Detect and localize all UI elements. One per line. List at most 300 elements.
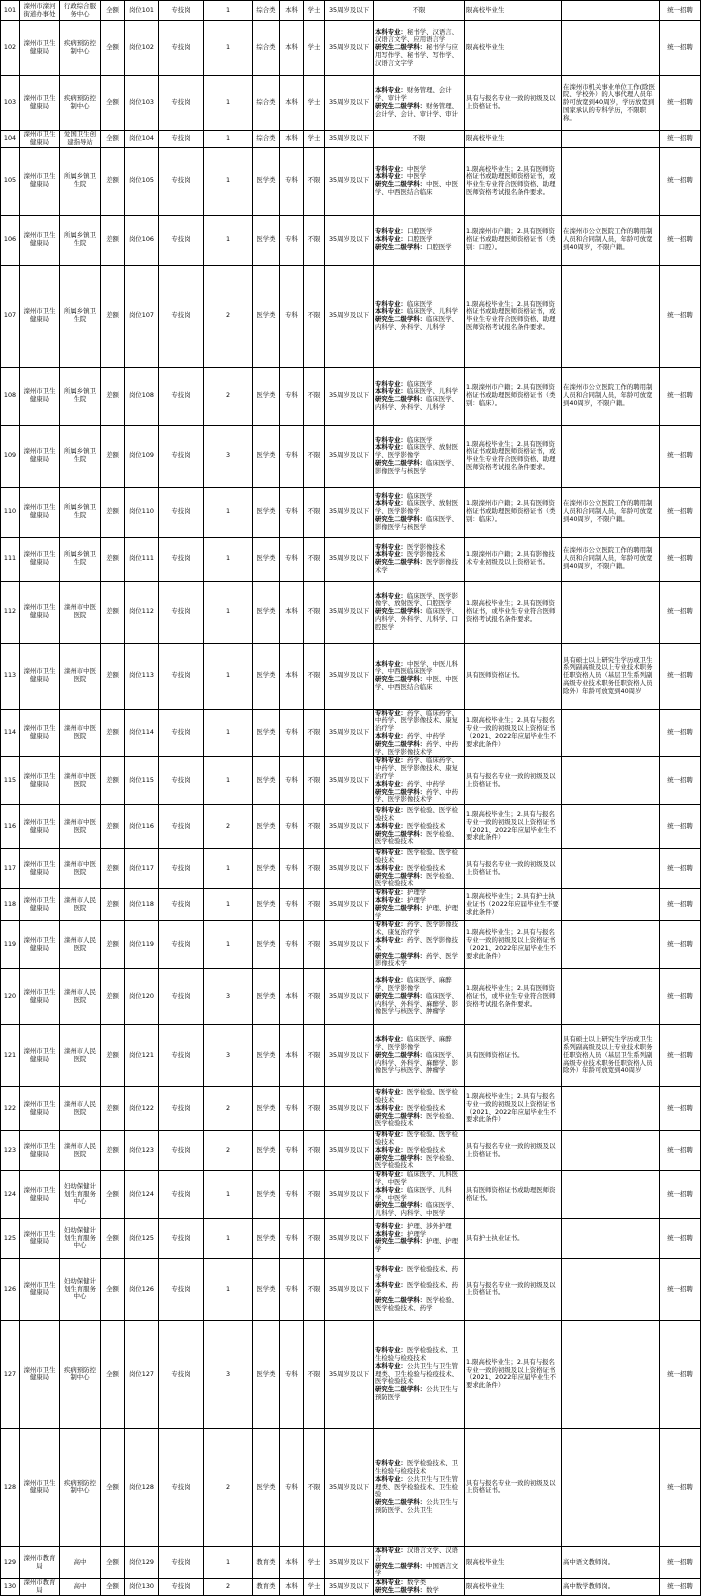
cell-exam-class: 医学类 — [253, 367, 280, 425]
major-level-label: 专科专业： — [375, 379, 407, 388]
cell-other-requirement: 1.限高校毕业生；2.具有与报名专业一致的初级及以上资格证书（2021、2022年应届毕业生不要求此条件） — [465, 1087, 562, 1131]
major-list: 药学、临床药学、中药学、医学影像技术、康复治疗学 — [375, 708, 459, 733]
table-row — [1, 849, 701, 889]
major-list: 临床医学、儿科学、中医学 — [375, 1185, 452, 1202]
major-list: 临床医学、内科学、外科学、儿科学 — [375, 315, 459, 331]
cell-age-limit: 35周岁及以下 — [325, 487, 374, 537]
cell-funding-type: 全额 — [101, 1320, 125, 1428]
major-level-label: 本科专业： — [375, 387, 407, 396]
cell-other-requirement: 具有医师资格证书。 — [465, 1025, 562, 1087]
cell-post-code: 岗位120 — [125, 969, 159, 1025]
cell-education: 专科 — [280, 215, 304, 265]
table-row — [1, 1171, 701, 1219]
major-list: 医学影像技术 — [406, 542, 446, 551]
table-row — [1, 367, 701, 425]
cell-other-requirement: 1.限高校毕业生；2.具有医师资格证书或助理医师资格证书，或毕业生专业符合医师资格、助理医师资格考试报名条件要求。 — [465, 425, 562, 487]
cell-post-code: 岗位104 — [125, 131, 159, 148]
cell-post-code: 岗位121 — [125, 1025, 159, 1087]
cell-unit-name: 所属乡镇卫生院 — [60, 215, 101, 265]
cell-post-category: 专技岗 — [159, 537, 204, 581]
cell-post-category: 专技岗 — [159, 969, 204, 1025]
cell-unit-name: 所属乡镇卫生院 — [60, 147, 101, 215]
cell-funding-type: 差额 — [101, 537, 125, 581]
major-list: 临床医学 — [406, 379, 433, 388]
major-list: 临床医学、麻醉学、医学影像学 — [375, 1035, 452, 1051]
cell-exam-class: 医学类 — [253, 1428, 280, 1546]
cell-post-category: 专技岗 — [159, 1320, 204, 1428]
cell-unit-name: 滦州市中医医院 — [60, 805, 101, 849]
cell-degree: 不限 — [304, 265, 325, 367]
cell-remark: 在滦州市公立医院工作的聘用制人员和合同制人员，年龄可放宽到40周岁，不限户籍。 — [562, 537, 660, 581]
cell-exam-class: 医学类 — [253, 1258, 280, 1320]
cell-department: 滦州市卫生健康局 — [20, 921, 60, 969]
cell-exam-class: 综合类 — [253, 76, 280, 131]
major-list: 中医学、中医儿科学、中西医临床医学 — [375, 659, 459, 676]
cell-other-requirement: 具有与报名专业一致的初级及以上资格证书。 — [465, 1131, 562, 1171]
cell-funding-type: 差额 — [101, 1025, 125, 1087]
cell-education: 本科 — [280, 131, 304, 148]
cell-remark: 高中数学教师岗。 — [562, 1579, 660, 1596]
cell-degree: 不限 — [304, 215, 325, 265]
cell-row-number: 116 — [1, 805, 20, 849]
table-row — [1, 889, 701, 921]
cell-remark — [562, 265, 660, 367]
major-list: 不限 — [412, 133, 426, 142]
table-row — [1, 76, 701, 131]
cell-recruit-method: 统一招聘 — [660, 1, 701, 21]
cell-post-category: 专技岗 — [159, 709, 204, 757]
major-list: 药学、医学影像技术 — [375, 935, 459, 952]
major-level-label: 专科专业： — [375, 1130, 407, 1139]
cell-other-requirement: 1.限滦州市户籍；2.具有医师资格证书或助理医师资格证书（类别：口腔）。 — [465, 215, 562, 265]
cell-major-requirement — [374, 805, 465, 849]
cell-age-limit: 35周岁及以下 — [325, 147, 374, 215]
cell-major-requirement — [374, 21, 465, 76]
major-list: 口腔医学 — [406, 227, 433, 236]
major-list: 医学检验技术、药学 — [375, 1265, 459, 1281]
major-list: 临床医学 — [406, 299, 433, 308]
cell-other-requirement: 限高校毕业生 — [465, 1546, 562, 1578]
cell-hire-count: 2 — [204, 1579, 253, 1596]
major-level-label: 专科专业： — [375, 756, 407, 765]
cell-department: 滦州市卫生健康局 — [20, 1428, 60, 1546]
cell-post-category: 专技岗 — [159, 921, 204, 969]
cell-exam-class: 医学类 — [253, 1131, 280, 1171]
cell-exam-class: 医学类 — [253, 1171, 280, 1219]
cell-recruit-method: 统一招聘 — [660, 969, 701, 1025]
cell-unit-name: 滦州市人民医院 — [60, 921, 101, 969]
table-row — [1, 1, 701, 21]
cell-row-number: 114 — [1, 709, 20, 757]
cell-education: 本科 — [280, 581, 304, 643]
cell-unit-name: 滦州市中医医院 — [60, 643, 101, 709]
table-row — [1, 265, 701, 367]
major-level-label: 专科专业： — [375, 1265, 407, 1274]
cell-major-requirement — [374, 1, 465, 21]
cell-department: 滦州市卫生健康局 — [20, 849, 60, 889]
cell-remark: 具有硕士以上研究生学历或卫生系列副高级及以上专业技术职务任职资格人员（基层卫生系列副高级专业技术职务任职资格人员除外）年龄可放宽到40周岁 — [562, 1025, 660, 1087]
cell-row-number: 128 — [1, 1428, 20, 1546]
cell-post-category: 专技岗 — [159, 1025, 204, 1087]
cell-remark — [562, 889, 660, 921]
cell-degree: 不限 — [304, 147, 325, 215]
cell-row-number: 118 — [1, 889, 20, 921]
table-row — [1, 805, 701, 849]
table-row — [1, 1579, 701, 1596]
cell-unit-name: 疾病预防控制中心 — [60, 76, 101, 131]
major-list: 临床医学、儿科学 — [406, 387, 459, 396]
cell-age-limit: 35周岁及以下 — [325, 1258, 374, 1320]
major-level-label: 研究生二级学科： — [375, 1586, 427, 1595]
major-level-label: 研究生二级学科： — [375, 458, 427, 467]
cell-post-code: 岗位130 — [125, 1579, 159, 1596]
cell-exam-class: 医学类 — [253, 147, 280, 215]
major-list: 护理、护理学 — [375, 903, 459, 920]
cell-age-limit: 35周岁及以下 — [325, 537, 374, 581]
major-level-label: 研究生二级学科： — [375, 102, 427, 110]
cell-post-code: 岗位122 — [125, 1087, 159, 1131]
cell-department: 滦州市卫生健康局 — [20, 131, 60, 148]
cell-unit-name: 所属乡镇卫生院 — [60, 537, 101, 581]
cell-row-number: 103 — [1, 76, 20, 131]
major-list: 口腔医学 — [426, 242, 452, 251]
major-level-label: 本科专业： — [375, 235, 407, 244]
cell-unit-name: 疾病预防控制中心 — [60, 1320, 101, 1428]
table-row — [1, 757, 701, 805]
major-list: 护理学 — [406, 888, 427, 897]
cell-recruit-method: 统一招聘 — [660, 265, 701, 367]
major-list: 财务管理、会计学、审计学 — [375, 86, 452, 103]
cell-major-requirement — [374, 1579, 465, 1596]
cell-funding-type: 差额 — [101, 215, 125, 265]
cell-post-code: 岗位103 — [125, 76, 159, 131]
major-level-label: 本科专业： — [375, 550, 407, 559]
major-level-label: 研究生二级学科： — [375, 558, 427, 567]
cell-recruit-method: 统一招聘 — [660, 367, 701, 425]
cell-hire-count: 1 — [204, 581, 253, 643]
cell-unit-name: 疾病预防控制中心 — [60, 1428, 101, 1546]
cell-remark — [562, 1, 660, 21]
cell-department: 滦州市卫生健康局 — [20, 1320, 60, 1428]
major-level-label: 研究生二级学科： — [375, 1201, 427, 1210]
major-level-label: 研究生二级学科： — [375, 871, 427, 880]
major-level-label: 本科专业： — [375, 499, 407, 508]
major-level-label: 研究生二级学科： — [375, 829, 427, 838]
cell-row-number: 104 — [1, 131, 20, 148]
cell-post-category: 专技岗 — [159, 487, 204, 537]
cell-hire-count: 1 — [204, 215, 253, 265]
cell-recruit-method: 统一招聘 — [660, 1320, 701, 1428]
cell-degree: 不限 — [304, 487, 325, 537]
major-list: 护理学 — [406, 895, 427, 904]
cell-row-number: 102 — [1, 21, 20, 76]
major-level-label: 本科专业： — [375, 1229, 407, 1238]
cell-post-code: 岗位128 — [125, 1428, 159, 1546]
cell-degree: 不限 — [304, 425, 325, 487]
cell-age-limit: 35周岁及以下 — [325, 1131, 374, 1171]
cell-unit-name: 妇幼保健计划生育服务中心 — [60, 1218, 101, 1258]
cell-remark — [562, 147, 660, 215]
cell-unit-name: 滦州市人民医院 — [60, 889, 101, 921]
cell-age-limit: 35周岁及以下 — [325, 1218, 374, 1258]
cell-age-limit: 35周岁及以下 — [325, 889, 374, 921]
table-row — [1, 1087, 701, 1131]
cell-department: 滦州市卫生健康局 — [20, 425, 60, 487]
cell-education: 本科 — [280, 1546, 304, 1578]
cell-hire-count: 1 — [204, 643, 253, 709]
major-list: 汉语言文学、汉语言 — [375, 1545, 459, 1562]
cell-age-limit: 35周岁及以下 — [325, 1087, 374, 1131]
cell-education: 本科 — [280, 1, 304, 21]
major-list: 临床医学 — [406, 435, 433, 444]
cell-age-limit: 35周岁及以下 — [325, 1025, 374, 1087]
cell-other-requirement: 限高校毕业生 — [465, 1, 562, 21]
cell-exam-class: 医学类 — [253, 921, 280, 969]
cell-other-requirement: 具有与报名专业一致的初级及以上资格证书。 — [465, 1258, 562, 1320]
cell-recruit-method: 统一招聘 — [660, 147, 701, 215]
major-level-label: 专科专业： — [375, 1221, 407, 1230]
cell-post-category: 专技岗 — [159, 849, 204, 889]
cell-unit-name: 妇幼保健计划生育服务中心 — [60, 1258, 101, 1320]
cell-major-requirement — [374, 1025, 465, 1087]
major-level-label: 本科专业： — [375, 779, 407, 788]
cell-post-category: 专技岗 — [159, 215, 204, 265]
cell-row-number: 101 — [1, 1, 20, 21]
cell-education: 专科 — [280, 849, 304, 889]
major-level-label: 本科专业： — [375, 1103, 407, 1112]
cell-post-code: 岗位102 — [125, 21, 159, 76]
major-level-label: 专科专业： — [375, 1088, 407, 1097]
cell-funding-type: 全额 — [101, 1258, 125, 1320]
cell-education: 专科 — [280, 889, 304, 921]
cell-post-code: 岗位114 — [125, 709, 159, 757]
cell-exam-class: 综合类 — [253, 131, 280, 148]
table-row — [1, 643, 701, 709]
cell-post-code: 岗位116 — [125, 805, 159, 849]
cell-post-category: 专技岗 — [159, 889, 204, 921]
cell-education: 专科 — [280, 265, 304, 367]
cell-other-requirement: 限高校毕业生 — [465, 21, 562, 76]
cell-major-requirement — [374, 1546, 465, 1578]
cell-unit-name: 滦州市人民医院 — [60, 969, 101, 1025]
cell-hire-count: 1 — [204, 849, 253, 889]
cell-remark — [562, 21, 660, 76]
cell-remark — [562, 757, 660, 805]
cell-other-requirement: 具有与报名专业一致的初级及以上资格证书。 — [465, 1428, 562, 1546]
major-list: 临床医学、影像医学与核医学 — [375, 458, 459, 475]
cell-department: 滦州市卫生健康局 — [20, 21, 60, 76]
cell-age-limit: 35周岁及以下 — [325, 21, 374, 76]
cell-funding-type: 全额 — [101, 1579, 125, 1596]
cell-post-code: 岗位107 — [125, 265, 159, 367]
major-list: 临床医学、麻醉学、医学影像学 — [375, 976, 452, 992]
cell-department: 滦州市卫生健康局 — [20, 487, 60, 537]
cell-department: 滦州市卫生健康局 — [20, 643, 60, 709]
cell-funding-type: 差额 — [101, 849, 125, 889]
cell-remark: 在滦州市公立医院工作的聘用制人员和合同制人员，年龄可放宽到40周岁，不限户籍。 — [562, 367, 660, 425]
cell-exam-class: 综合类 — [253, 21, 280, 76]
cell-other-requirement: 1.限滦州市户籍；2.具有医师资格证书或助理医师资格证书（类别：临床）。 — [465, 487, 562, 537]
cell-remark: 具有硕士以上研究生学历或卫生系列副高级及以上专业技术职务任职资格人员（基层卫生系列副高级专业技术职务任职资格人员除外）年龄可放宽到40周岁 — [562, 643, 660, 709]
major-list: 公共卫生与卫生管理类、医学检验技术、卫生检验 — [375, 1474, 459, 1499]
cell-unit-name: 疾病预防控制中心 — [60, 21, 101, 76]
cell-degree: 学士 — [304, 131, 325, 148]
cell-unit-name: 滦州市人民医院 — [60, 1131, 101, 1171]
major-list: 药学、医学影像技术、康复治疗学 — [375, 920, 459, 937]
cell-post-code: 岗位127 — [125, 1320, 159, 1428]
cell-row-number: 125 — [1, 1218, 20, 1258]
cell-row-number: 122 — [1, 1087, 20, 1131]
table-row — [1, 131, 701, 148]
cell-remark — [562, 1171, 660, 1219]
major-level-label: 研究生二级学科： — [375, 951, 427, 960]
major-level-label: 本科专业： — [375, 935, 407, 944]
cell-exam-class: 医学类 — [253, 889, 280, 921]
cell-row-number: 115 — [1, 757, 20, 805]
cell-funding-type: 差额 — [101, 805, 125, 849]
cell-unit-name: 妇幼保健计划生育服务中心 — [60, 1171, 101, 1219]
cell-degree: 不限 — [304, 1320, 325, 1428]
major-list: 数学类 — [406, 1578, 427, 1587]
cell-major-requirement — [374, 367, 465, 425]
cell-degree: 不限 — [304, 889, 325, 921]
cell-post-code: 岗位119 — [125, 921, 159, 969]
cell-department: 滦州市卫生健康局 — [20, 1025, 60, 1087]
cell-funding-type: 差额 — [101, 581, 125, 643]
cell-age-limit: 35周岁及以下 — [325, 757, 374, 805]
major-level-label: 研究生二级学科： — [375, 675, 427, 684]
cell-row-number: 110 — [1, 487, 20, 537]
cell-post-code: 岗位108 — [125, 367, 159, 425]
major-level-label: 本科专业： — [375, 86, 407, 95]
major-list: 医学检验技术 — [406, 1103, 446, 1112]
cell-funding-type: 差额 — [101, 147, 125, 215]
cell-post-code: 岗位115 — [125, 757, 159, 805]
cell-other-requirement: 1.限高校毕业生；2.具有与报名专业一致的初级及以上资格证书（2021、2022年应届毕业生不要求此条件） — [465, 709, 562, 757]
major-list: 医学检验技术、卫生检验与检疫技术 — [375, 1459, 459, 1475]
major-list: 医学检验、医学检验技术 — [375, 1088, 459, 1104]
cell-major-requirement — [374, 757, 465, 805]
cell-hire-count: 2 — [204, 367, 253, 425]
cell-recruit-method: 统一招聘 — [660, 849, 701, 889]
cell-degree: 不限 — [304, 1171, 325, 1219]
cell-remark — [562, 921, 660, 969]
major-level-label: 本科专业： — [375, 591, 407, 600]
cell-education: 专科 — [280, 709, 304, 757]
major-list: 药学、中药学、医学影像技术学 — [375, 739, 459, 756]
major-level-label: 研究生二级学科： — [375, 514, 427, 523]
cell-age-limit: 35周岁及以下 — [325, 1320, 374, 1428]
cell-education: 专科 — [280, 367, 304, 425]
cell-recruit-method: 统一招聘 — [660, 1218, 701, 1258]
cell-hire-count: 2 — [204, 1428, 253, 1546]
major-level-label: 专科专业： — [375, 1170, 407, 1179]
major-list: 临床医学、内科学、外科学、儿科学 — [375, 395, 459, 411]
cell-post-code: 岗位106 — [125, 215, 159, 265]
cell-unit-name: 所属乡镇卫生院 — [60, 487, 101, 537]
cell-age-limit: 35周岁及以下 — [325, 76, 374, 131]
major-list: 医学影像技术学 — [375, 558, 459, 574]
cell-post-category: 专技岗 — [159, 425, 204, 487]
major-level-label: 专科专业： — [375, 806, 407, 815]
cell-department: 滦州市教育局 — [20, 1546, 60, 1578]
cell-recruit-method: 统一招聘 — [660, 757, 701, 805]
major-level-label: 专科专业： — [375, 708, 407, 717]
cell-recruit-method: 统一招聘 — [660, 1025, 701, 1087]
cell-funding-type: 全额 — [101, 131, 125, 148]
major-level-label: 研究生二级学科： — [375, 1111, 427, 1120]
cell-other-requirement: 具有与报名专业一致的初级及以上资格证书。 — [465, 76, 562, 131]
cell-remark: 在滦州市机关事业单位工作(除医院、学校外）的人事代理人员年龄可放宽到40周岁，学历放宽到国家承认的专科学历，不限职称。 — [562, 76, 660, 131]
cell-major-requirement — [374, 131, 465, 148]
major-level-label: 本科专业： — [375, 1545, 407, 1554]
cell-department: 滦州市卫生健康局 — [20, 1171, 60, 1219]
cell-post-category: 专技岗 — [159, 581, 204, 643]
cell-major-requirement — [374, 643, 465, 709]
major-level-label: 本科专业： — [375, 1145, 407, 1154]
cell-unit-name: 所属乡镇卫生院 — [60, 265, 101, 367]
cell-department: 滦州市卫生健康局 — [20, 1218, 60, 1258]
cell-degree: 不限 — [304, 1428, 325, 1546]
cell-funding-type: 全额 — [101, 1428, 125, 1546]
cell-exam-class: 医学类 — [253, 425, 280, 487]
major-list: 临床医学、儿科医学、中医学 — [375, 1170, 459, 1186]
table-row — [1, 709, 701, 757]
cell-department: 滦州市卫生健康局 — [20, 805, 60, 849]
cell-recruit-method: 统一招聘 — [660, 1171, 701, 1219]
major-level-label: 研究生二级学科： — [375, 991, 427, 1000]
major-level-label: 专科专业： — [375, 920, 407, 929]
cell-degree: 不限 — [304, 805, 325, 849]
cell-row-number: 117 — [1, 849, 20, 889]
cell-unit-name: 高中 — [60, 1579, 101, 1596]
cell-exam-class: 综合类 — [253, 1, 280, 21]
cell-major-requirement — [374, 1320, 465, 1428]
cell-department: 滦州市卫生健康局 — [20, 757, 60, 805]
cell-major-requirement — [374, 1171, 465, 1219]
major-list: 数学 — [426, 1586, 439, 1595]
cell-hire-count: 1 — [204, 1, 253, 21]
cell-age-limit: 35周岁及以下 — [325, 1, 374, 21]
cell-degree: 不限 — [304, 1025, 325, 1087]
major-list: 医学检验、医学检验技术 — [375, 806, 459, 822]
cell-recruit-method: 统一招聘 — [660, 921, 701, 969]
cell-funding-type: 差额 — [101, 487, 125, 537]
cell-funding-type: 差额 — [101, 1087, 125, 1131]
cell-degree: 学士 — [304, 76, 325, 131]
cell-recruit-method: 统一招聘 — [660, 1579, 701, 1596]
major-list: 医学检验、医学检验技术 — [375, 1130, 459, 1146]
cell-other-requirement: 1.限高校毕业生；2.具有医师资格证书，或毕业生专业符合医师资格考试报名条件要求。 — [465, 581, 562, 643]
table-row — [1, 969, 701, 1025]
cell-age-limit: 35周岁及以下 — [325, 643, 374, 709]
cell-row-number: 112 — [1, 581, 20, 643]
major-level-label: 专科专业： — [375, 435, 407, 444]
cell-post-category: 专技岗 — [159, 21, 204, 76]
cell-major-requirement — [374, 1258, 465, 1320]
cell-exam-class: 医学类 — [253, 757, 280, 805]
cell-remark — [562, 969, 660, 1025]
major-list: 秘书学与应用写作学、秘书学、写作学、汉语言文字学 — [375, 43, 459, 67]
cell-post-category: 专技岗 — [159, 643, 204, 709]
cell-funding-type: 差额 — [101, 1131, 125, 1171]
cell-funding-type: 差额 — [101, 367, 125, 425]
cell-unit-name: 所属乡镇卫生院 — [60, 425, 101, 487]
cell-other-requirement: 具有医师资格证书。 — [465, 643, 562, 709]
cell-exam-class: 教育类 — [253, 1546, 280, 1578]
major-list: 公共卫生与卫生管理类、卫生检验与检疫技术、医学检验技术 — [375, 1361, 459, 1386]
major-list: 医学检验、医学检验技术、药学 — [375, 1296, 459, 1312]
